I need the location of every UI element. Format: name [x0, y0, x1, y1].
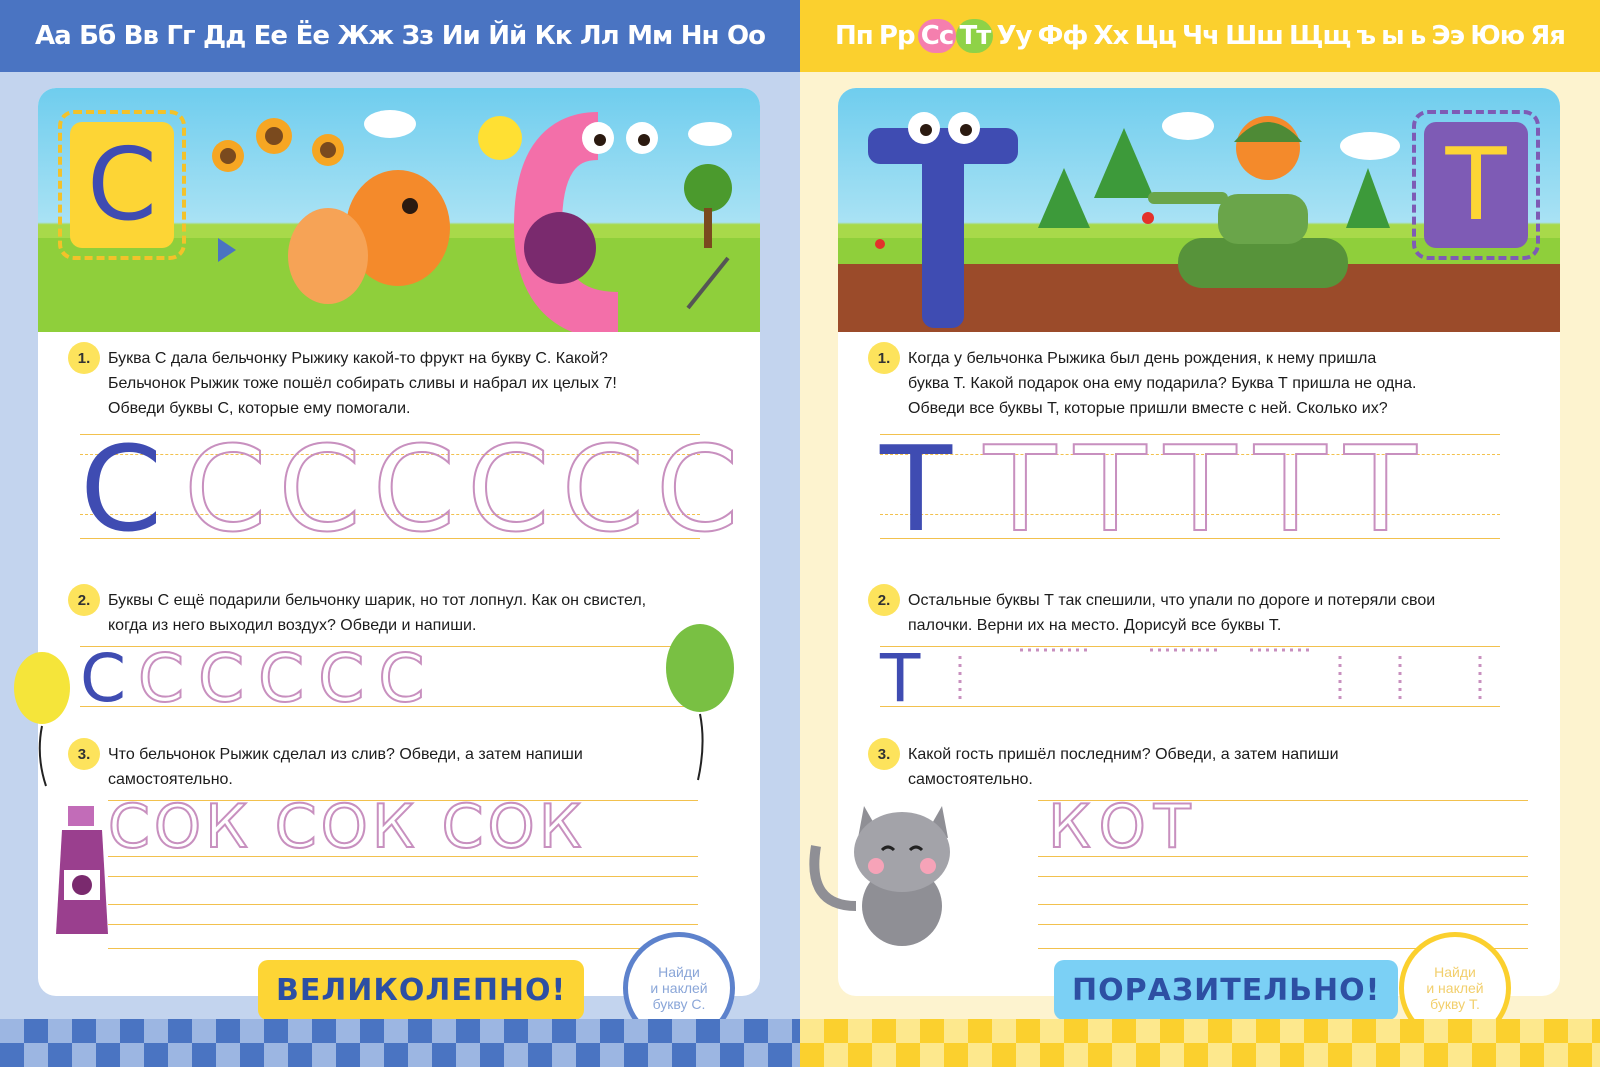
alphabet-letter: Вв	[123, 21, 158, 51]
task-text: Буква С дала бельчонку Рыжику какой-то фрукт на букву С. Какой? Бельчонок Рыжик тоже пошёл собирать сливы и набрал их целых 7! Обведи буквы С, которые ему помогали.	[108, 350, 617, 417]
alphabet-letter: Чч	[1182, 21, 1219, 51]
worksheet-card	[38, 88, 760, 996]
alphabet-letter: Шш	[1225, 21, 1283, 51]
task-text: Когда у бельчонка Рыжика был день рождения, к нему пришла буква Т. Какой подарок она ему подарила? Буква Т пришла не одна. Обведи все буквы Т, которые пришли вместе с ней. Сколько их?	[908, 350, 1417, 417]
alphabet-letter: Оо	[727, 21, 765, 51]
alphabet-letter: Уу	[996, 21, 1032, 51]
alphabet-letter: Яя	[1530, 21, 1565, 51]
alphabet-letter: ъ	[1356, 21, 1375, 51]
alphabet-letter: Ее	[253, 21, 288, 51]
broken-letters[interactable]	[950, 646, 1510, 710]
yellow-balloon-icon	[6, 640, 106, 800]
alphabet-letter: Нн	[680, 21, 719, 51]
tree-icon	[684, 164, 732, 212]
task-number: 2.	[868, 584, 900, 616]
tracing-lines[interactable]	[80, 640, 700, 717]
alphabet-letter: Мм	[627, 21, 673, 51]
alphabet-letter: Лл	[580, 21, 619, 51]
tree-icon	[1094, 128, 1154, 198]
ladybug-icon	[875, 239, 885, 249]
alphabet-letter: Хх	[1093, 21, 1129, 51]
alphabet-letter: Юю	[1470, 21, 1524, 51]
illustration-scene-c	[38, 88, 760, 332]
trace-dotted-word[interactable]: КОТ	[1048, 792, 1199, 862]
sun-icon	[478, 116, 522, 160]
trace-solid-letter: С	[80, 420, 167, 558]
cat-icon	[806, 786, 986, 956]
task-number: 1.	[868, 342, 900, 374]
letter-c-display: С	[70, 122, 174, 248]
trace-solid-letter: Т	[880, 640, 925, 717]
cloud-icon	[1340, 132, 1400, 160]
task-number: 3.	[868, 738, 900, 770]
alphabet-letter: ь	[1409, 21, 1426, 51]
alphabet-bar	[800, 0, 1600, 72]
juice-bottle-icon	[50, 806, 140, 946]
trace-dotted-letters[interactable]: СССССС	[184, 420, 751, 558]
shovel-icon	[688, 258, 728, 308]
task-1	[68, 342, 751, 558]
alphabet-letter: Зз	[401, 21, 434, 51]
tracing-lines[interactable]	[108, 792, 698, 950]
task-number: 1.	[68, 342, 100, 374]
letter-t-display: Т	[1424, 122, 1528, 248]
sticker-placeholder[interactable]: Найди и наклей букву Т.	[1399, 932, 1511, 1044]
task-number: 3.	[68, 738, 100, 770]
tracing-lines[interactable]	[80, 420, 751, 558]
alphabet-letter: Цц	[1134, 21, 1176, 51]
alphabet-letter: Бб	[79, 21, 116, 51]
alphabet-letter: Тт	[956, 19, 993, 53]
letter-c-box	[58, 110, 186, 260]
task-text: Остальные буквы Т так спешили, что упали по дороге и потеряли свои палочки. Верни их на место. Дорисуй все буквы Т.	[908, 592, 1436, 634]
alphabet-letter: Ёе	[295, 21, 329, 51]
task-2	[68, 584, 718, 717]
cloud-icon	[364, 110, 416, 138]
tree-icon	[1346, 168, 1390, 228]
right-page	[800, 0, 1600, 1067]
tree-icon	[1038, 168, 1090, 228]
sticker-placeholder[interactable]: Найди и наклей букву С.	[623, 932, 735, 1044]
alphabet-letter: Гг	[166, 21, 195, 51]
praise-badge	[258, 960, 584, 1020]
task-3	[68, 738, 718, 968]
trace-dotted-letters[interactable]: ТТТТТ	[984, 420, 1435, 558]
alphabet-letter: Пп	[835, 21, 873, 51]
checker-border	[800, 1019, 1600, 1067]
alphabet-letter: Дд	[203, 21, 246, 51]
task-text: Какой гость пришёл последним? Обведи, а затем напиши самостоятельно.	[908, 746, 1339, 788]
praise-badge	[1054, 960, 1398, 1020]
alphabet-letter: Йй	[488, 21, 527, 51]
helmet-icon	[1234, 122, 1302, 142]
plum-icon	[524, 212, 596, 284]
task-2	[868, 584, 1518, 717]
alphabet-letter: Аа	[35, 21, 71, 51]
task-number: 2.	[68, 584, 100, 616]
checker-border	[0, 1019, 800, 1067]
alphabet-bar	[0, 0, 800, 72]
trace-solid-letter: Т	[880, 420, 957, 558]
cloud-icon	[688, 122, 732, 146]
tracing-lines[interactable]	[1038, 792, 1528, 950]
alphabet-letter: Щщ	[1289, 21, 1351, 51]
trace-dotted-words[interactable]: СОК СОК СОК	[108, 792, 586, 862]
task-text: Буквы С ещё подарили бельчонку шарик, но тот лопнул. Как он свистел, когда из него выходил воздух? Обведи и напиши.	[108, 592, 647, 634]
alphabet-letter: Рр	[878, 21, 915, 51]
tracing-lines[interactable]	[880, 640, 1500, 717]
alphabet-letter: Фф	[1037, 21, 1088, 51]
illustration-scene-t	[838, 88, 1560, 332]
mushroom-icon	[1142, 212, 1154, 224]
alphabet-letter: Кк	[534, 21, 572, 51]
alphabet-letter: Сс	[918, 19, 957, 53]
alphabet-letter: Ээ	[1431, 21, 1465, 51]
task-text: Что бельчонок Рыжик сделал из слив? Обведи, а затем напиши самостоятельно.	[108, 746, 583, 788]
alphabet-letter: Ии	[441, 21, 480, 51]
alphabet-letter: ы	[1381, 21, 1404, 51]
badge-text: ВЕЛИКОЛЕПНО!	[276, 972, 567, 1008]
butterfly-icon	[218, 238, 236, 262]
trace-dotted-letters[interactable]: ССССС	[138, 640, 439, 717]
alphabet-letter: Жж	[337, 21, 394, 51]
tank-icon	[1178, 238, 1348, 288]
tracing-lines[interactable]	[880, 420, 1500, 558]
trace-solid-letter: С	[80, 640, 131, 717]
cloud-icon	[1162, 112, 1214, 140]
letter-t-box	[1412, 110, 1540, 260]
task-1	[868, 342, 1518, 558]
badge-text: ПОРАЗИТЕЛЬНО!	[1072, 972, 1381, 1008]
green-balloon-icon	[660, 616, 760, 786]
